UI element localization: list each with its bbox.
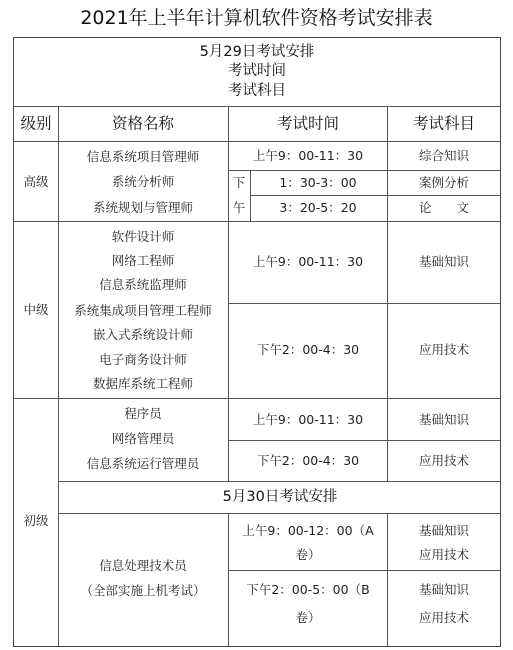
day1-heading-subject: 考试科目 xyxy=(228,82,286,99)
day1-heading: 5月29日考试安排 xyxy=(199,43,315,60)
intermediate-afternoon-subject: 应用技术 xyxy=(418,341,470,357)
page-title: 2021年上半年计算机软件资格考试安排表 xyxy=(80,7,433,29)
header-time: 考试时间 xyxy=(276,114,340,133)
qualification-item: 网络工程师 xyxy=(111,252,175,268)
senior-afternoon-time: 3：20-5：20 xyxy=(279,199,357,215)
header-subject: 考试科目 xyxy=(412,114,476,133)
divider-header xyxy=(13,141,501,142)
senior-afternoon-label-top: 下 xyxy=(232,174,246,190)
qualification-item: 嵌入式系统设计师 xyxy=(92,326,194,342)
qualification-item: 信息系统监理师 xyxy=(99,276,187,292)
day2-afternoon-time-cont: 卷） xyxy=(295,609,321,625)
day2-qualification: 信息处理技术员 xyxy=(99,557,187,573)
day2-afternoon-subject: 应用技术 xyxy=(418,609,470,625)
divider-junior-morning xyxy=(228,440,501,441)
day2-afternoon-subject: 基础知识 xyxy=(418,581,470,597)
senior-afternoon-subject: 案例分析 xyxy=(418,174,470,190)
qualification-item: 数据库系统工程师 xyxy=(92,375,194,391)
junior-afternoon-subject: 应用技术 xyxy=(418,452,470,468)
senior-morning-time: 上午9：00-11：30 xyxy=(252,147,364,163)
divider-intermediate-morning xyxy=(228,303,501,304)
qualification-item: 程序员 xyxy=(124,405,162,421)
divider-intermediate xyxy=(13,398,501,399)
senior-morning-subject: 综合知识 xyxy=(418,147,470,163)
divider-time-col-day2 xyxy=(387,513,388,647)
junior-morning-subject: 基础知识 xyxy=(418,411,470,427)
day2-heading: 5月30日考试安排 xyxy=(222,488,338,505)
qualification-item: 系统分析师 xyxy=(111,173,175,189)
header-level: 级别 xyxy=(20,114,52,133)
divider-level-col xyxy=(58,106,59,647)
day1-heading-time: 考试时间 xyxy=(228,62,286,79)
divider-day2-morning xyxy=(228,570,501,571)
qualification-item: 电子商务设计师 xyxy=(99,351,187,367)
day2-qualification-note: （全部实施上机考试） xyxy=(80,582,206,598)
divider-qualification-col-day2 xyxy=(228,513,229,647)
divider-qualification-col xyxy=(228,106,229,481)
day2-afternoon-time: 下午2：00-5：00（B xyxy=(246,581,370,597)
divider-junior-bottom xyxy=(58,481,501,482)
qualification-item: 信息系统运行管理员 xyxy=(86,455,200,471)
day2-morning-time: 上午9：00-12：00（A xyxy=(242,522,374,538)
junior-morning-time: 上午9：00-11：30 xyxy=(252,411,364,427)
senior-afternoon-label-bottom: 午 xyxy=(232,199,246,215)
header-qualification: 资格名称 xyxy=(111,114,175,133)
level-intermediate: 中级 xyxy=(23,301,49,317)
qualification-item: 信息系统项目管理师 xyxy=(86,148,200,164)
intermediate-morning-subject: 基础知识 xyxy=(418,253,470,269)
intermediate-afternoon-time: 下午2：00-4：30 xyxy=(256,341,360,357)
qualification-item: 软件设计师 xyxy=(111,228,175,244)
day2-morning-time-cont: 卷） xyxy=(295,546,321,562)
qualification-item: 系统规划与管理师 xyxy=(92,199,194,215)
divider-senior-morning xyxy=(228,170,501,171)
level-junior: 初级 xyxy=(23,512,49,528)
day2-morning-subject: 基础知识 xyxy=(418,522,470,538)
qualification-item: 网络管理员 xyxy=(111,430,175,446)
qualification-item: 系统集成项目管理工程师 xyxy=(74,302,212,318)
divider-time-col xyxy=(387,106,388,481)
intermediate-morning-time: 上午9：00-11：30 xyxy=(252,253,364,269)
senior-afternoon-time: 1：30-3：00 xyxy=(279,174,357,190)
divider-senior-afternoon xyxy=(250,195,501,196)
divider-day1-heading xyxy=(13,106,501,107)
level-senior: 高级 xyxy=(23,173,49,189)
divider-senior xyxy=(13,221,501,222)
day2-morning-subject: 应用技术 xyxy=(418,546,470,562)
divider-day2-heading xyxy=(58,513,501,514)
senior-afternoon-subject: 论 文 xyxy=(418,199,470,215)
divider-afternoon-label xyxy=(250,170,251,221)
junior-afternoon-time: 下午2：00-4：30 xyxy=(256,452,360,468)
